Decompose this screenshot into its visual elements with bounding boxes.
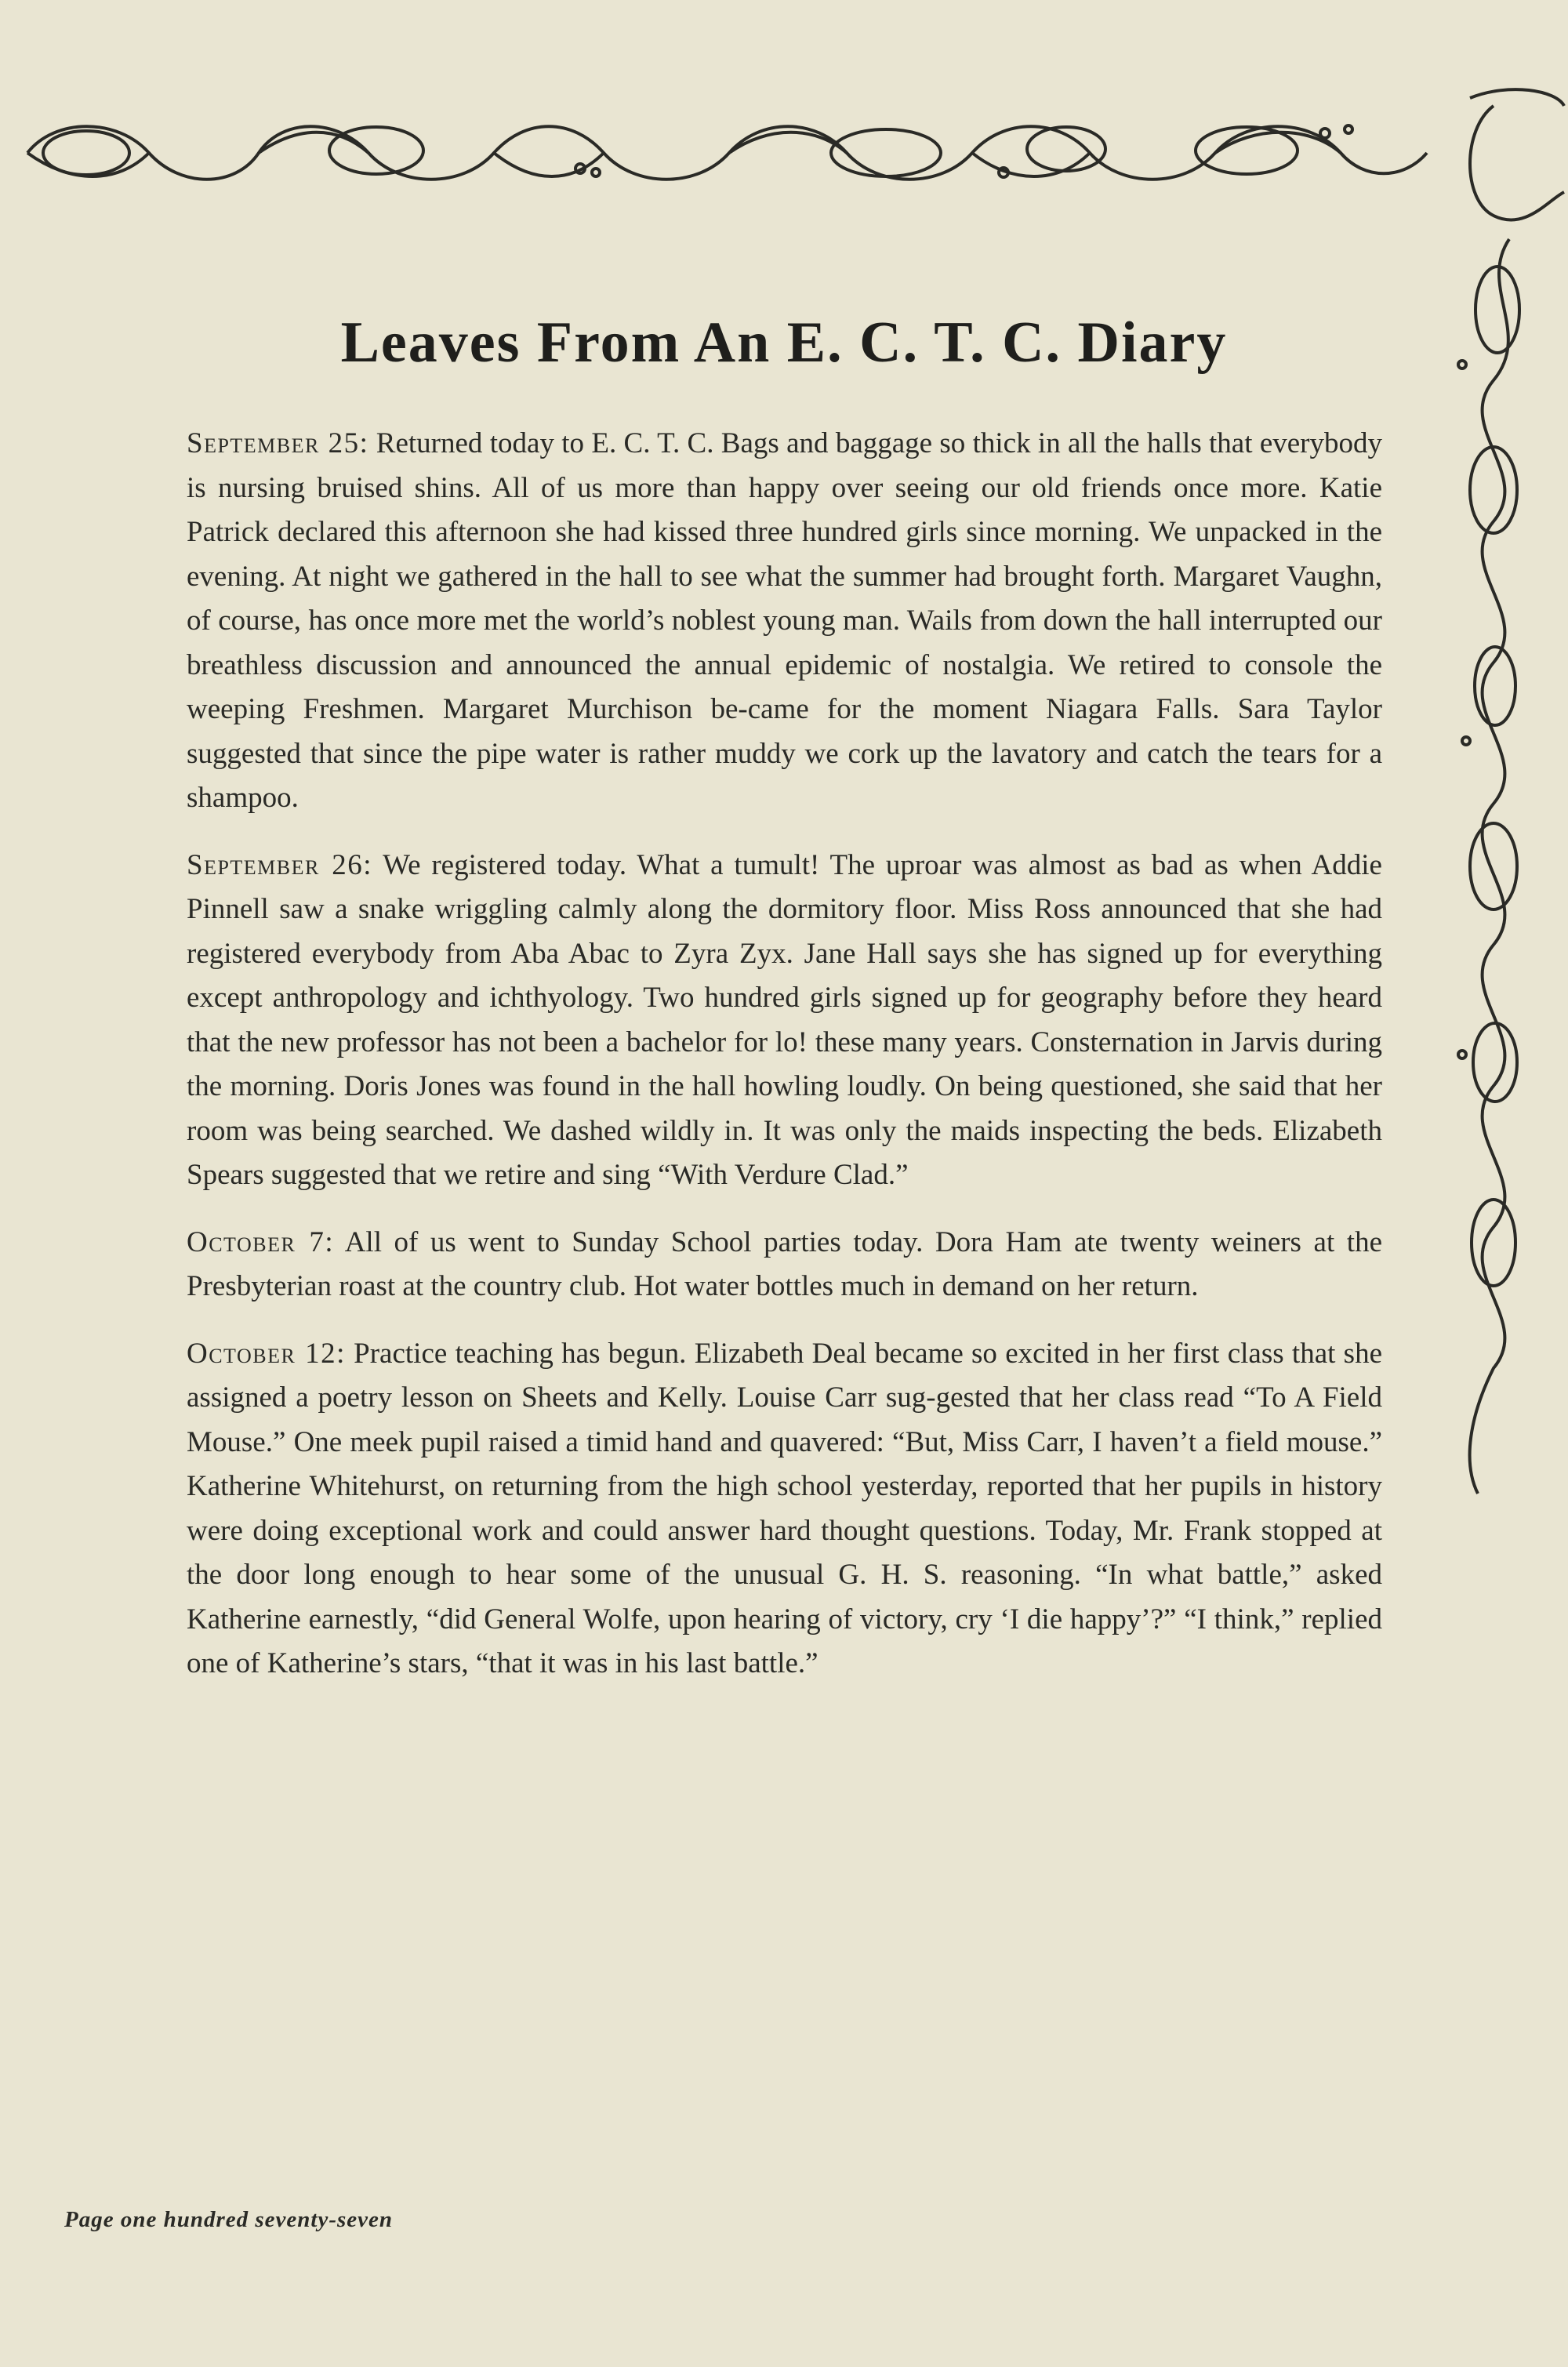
diary-entry [187, 1221, 1382, 1309]
entry-date: September 26: [187, 848, 372, 881]
diary-entry [187, 844, 1382, 1198]
entry-text: We registered today. What a tumult! The uproar was almost as bad as when Addie Pinnell saw a snake wriggling calmly along the dormitory floor. Miss Ross announced that she had registered everybody from Aba Abac to Zyra Zyx. Jane Hall says she has signed up for everything except anthropology and ichthyology. Two hundred girls signed up for geography before they heard that the new professor has not been a bachelor for lo! these many years. Consternation in Jarvis during the morning. Doris Jones was found in the hall howling loudly. On being questioned, she said that her room was being searched. We dashed wildly in. It was only the maids inspecting the beds. Elizabeth Spears suggested that we retire and sing “With Verdure Clad.” [187, 848, 1382, 1191]
decorative-scroll-border-top [24, 110, 1435, 196]
entry-text: All of us went to Sunday School parties today. Dora Ham ate twenty weiners at the Presbyterian roast at the country club. Hot water bottles much in demand on her return. [187, 1225, 1382, 1302]
entry-date: October 12: [187, 1337, 346, 1370]
decorative-initial-t-vine-border [1446, 82, 1568, 1509]
diary-entry [187, 1332, 1382, 1686]
page-title: Leaves From An E. C. T. C. Diary [340, 310, 1228, 375]
entry-text: Returned today to E. C. T. C. Bags and baggage so thick in all the halls that everybody is nursing bruised shins. All of us more than happy over seeing our old friends once more. Katie Patrick declared this afternoon she had kissed three hundred girls since morning. We unpacked in the evening. At night we gathered in the hall to see what the summer had brought forth. Margaret Vaughn, of course, has once more met the world’s noblest young man. Wails from down the hall interrupted our breathless discussion and announced the annual epidemic of nostalgia. We retired to console the weeping Freshmen. Margaret Murchison be-came for the moment Niagara Falls. Sara Taylor suggested that since the pipe water is rather muddy we cork up the lavatory and catch the tears for a shampoo. [187, 427, 1382, 814]
entry-date: September 25: [187, 427, 369, 459]
diary-body [187, 422, 1382, 1709]
page-number-footer: Page one hundred seventy-seven [64, 2207, 394, 2232]
entry-date: October 7: [187, 1225, 335, 1258]
diary-entry [187, 422, 1382, 821]
entry-text: Practice teaching has begun. Elizabeth Deal became so excited in her first class that she assigned a poetry lesson on Sheets and Kelly. Louise Carr sug-gested that her class read “To A Field Mouse.” One meek pupil raised a timid hand and quavered: “But, Miss Carr, I haven’t a field mouse.” Katherine Whitehurst, on returning from the high school yesterday, reported that her pupils in history were doing exceptional work and could answer hard thought questions. Today, Mr. Frank stopped at the door long enough to hear some of the unusual G. H. S. reasoning. “In what battle,” asked Katherine earnestly, “did General Wolfe, upon hearing of victory, cry ‘I die happy’?” “I think,” replied one of Katherine’s stars, “that it was in his last battle.” [187, 1337, 1382, 1679]
